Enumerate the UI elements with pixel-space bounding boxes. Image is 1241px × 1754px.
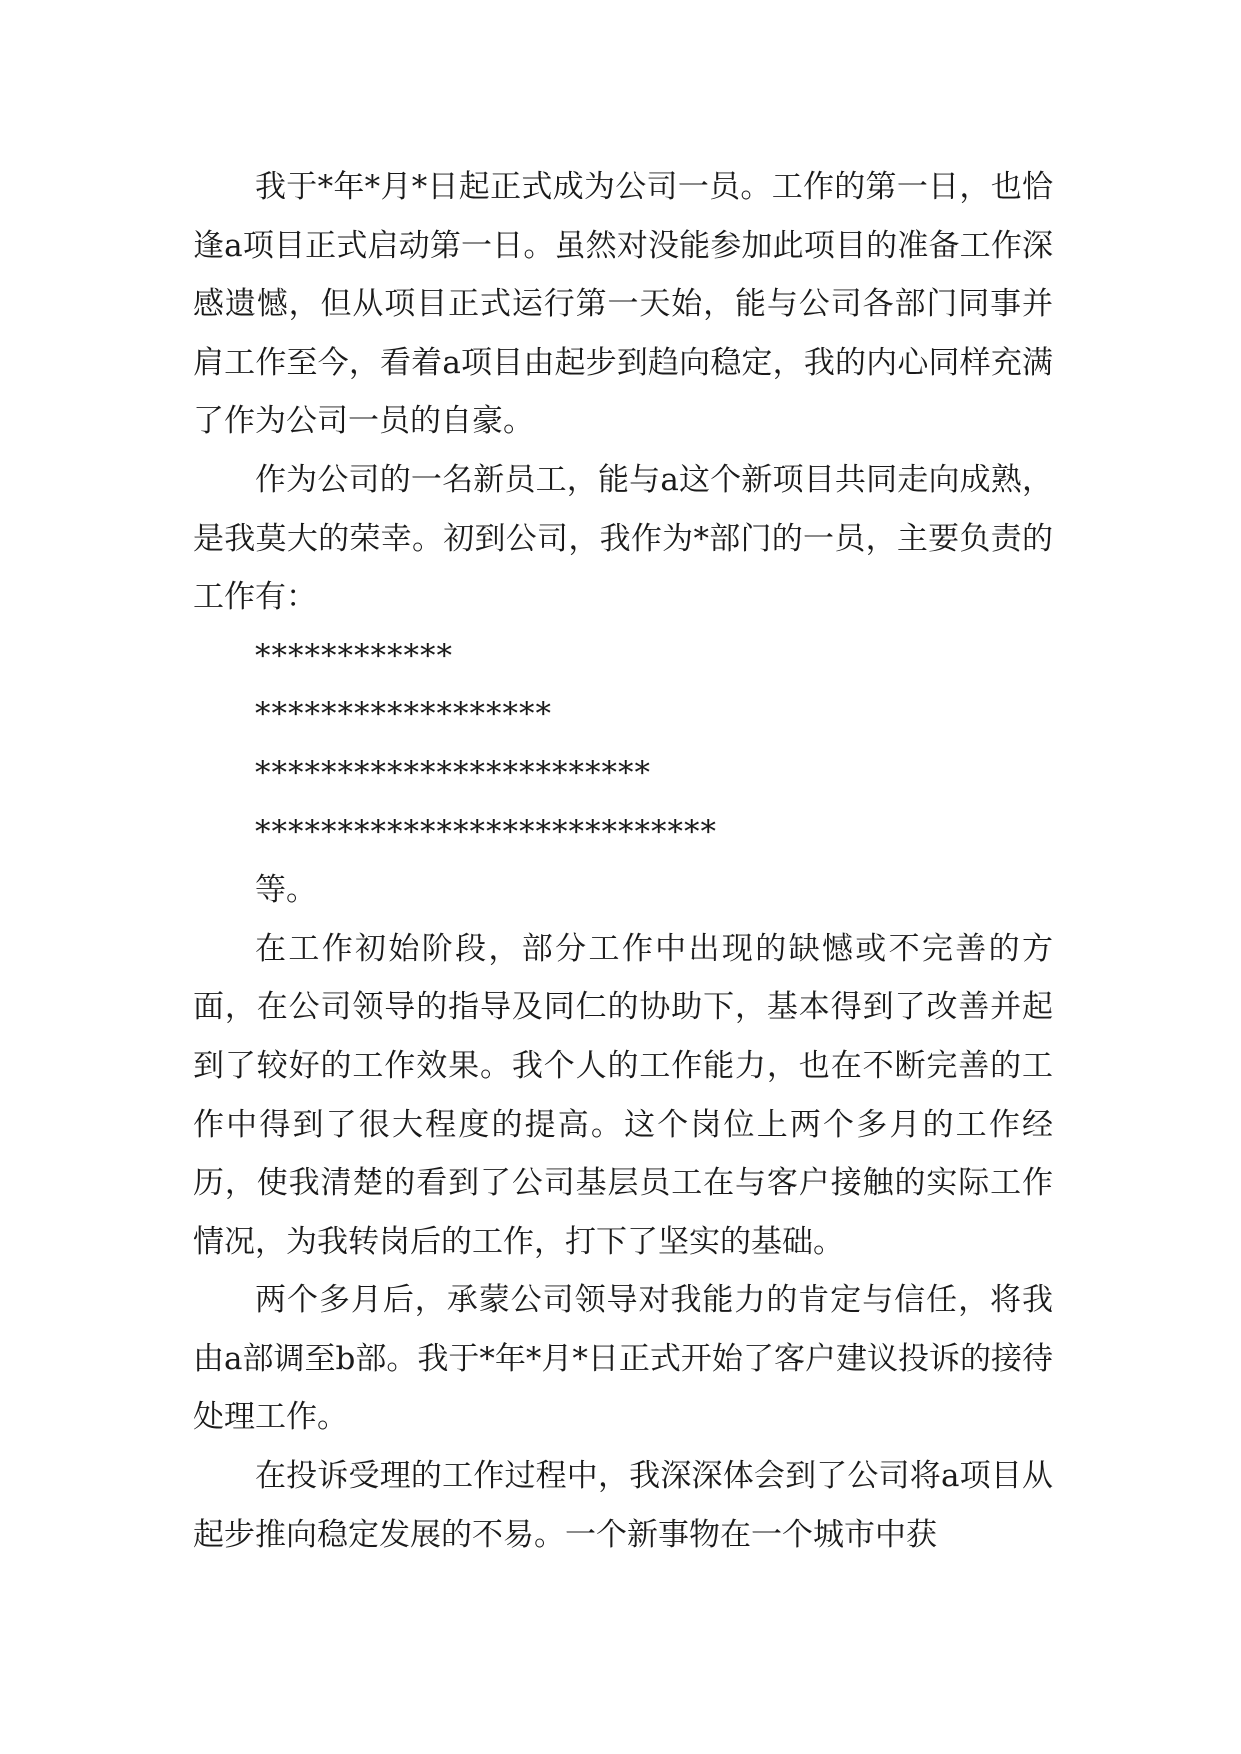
paragraph-complaints: 在投诉受理的工作过程中，我深深体会到了公司将a项目从起步推向稳定发展的不易。一个新事物在一个城市中获 [193,1458,1053,1553]
paragraph-initial-stage: 在工作初始阶段，部分工作中出现的缺憾或不完善的方面，在公司领导的指导及同仁的协助下，基本得到了改善并起到了较好的工作效果。我个人的工作能力，也在不断完善的工作中得到了很大程度的提高。这个岗位上两个多月的工作经历，使我清楚的看到了公司基层员工在与客户接触的实际工作情况，为我转岗后的工作，打下了坚实的基础。 [193,930,1053,1260]
duty-item: ************************ [255,754,651,791]
paragraph-intro: 我于*年*月*日起正式成为公司一员。工作的第一日，也恰逢a项目正式启动第一日。虽然对没能参加此项目的准备工作深感遗憾，但从项目正式运行第一天始，能与公司各部门同事并肩工作至今，看着a项目由起步到趋向稳定，我的内心同样充满了作为公司一员的自豪。 [193,169,1053,440]
document-body [193,158,1053,1564]
duty-item: **************************** [255,813,717,850]
duty-item: ************ [255,637,453,674]
duty-list-end: 等。 [255,872,317,909]
duty-item: ****************** [255,696,552,733]
paragraph-new-employee: 作为公司的一名新员工，能与a这个新项目共同走向成熟，是我莫大的荣幸。初到公司，我作为*部门的一员，主要负责的工作有： [193,461,1053,616]
paragraph-transfer: 两个多月后，承蒙公司领导对我能力的肯定与信任，将我由a部调至b部。我于*年*月*日正式开始了客户建议投诉的接待处理工作。 [193,1282,1053,1436]
